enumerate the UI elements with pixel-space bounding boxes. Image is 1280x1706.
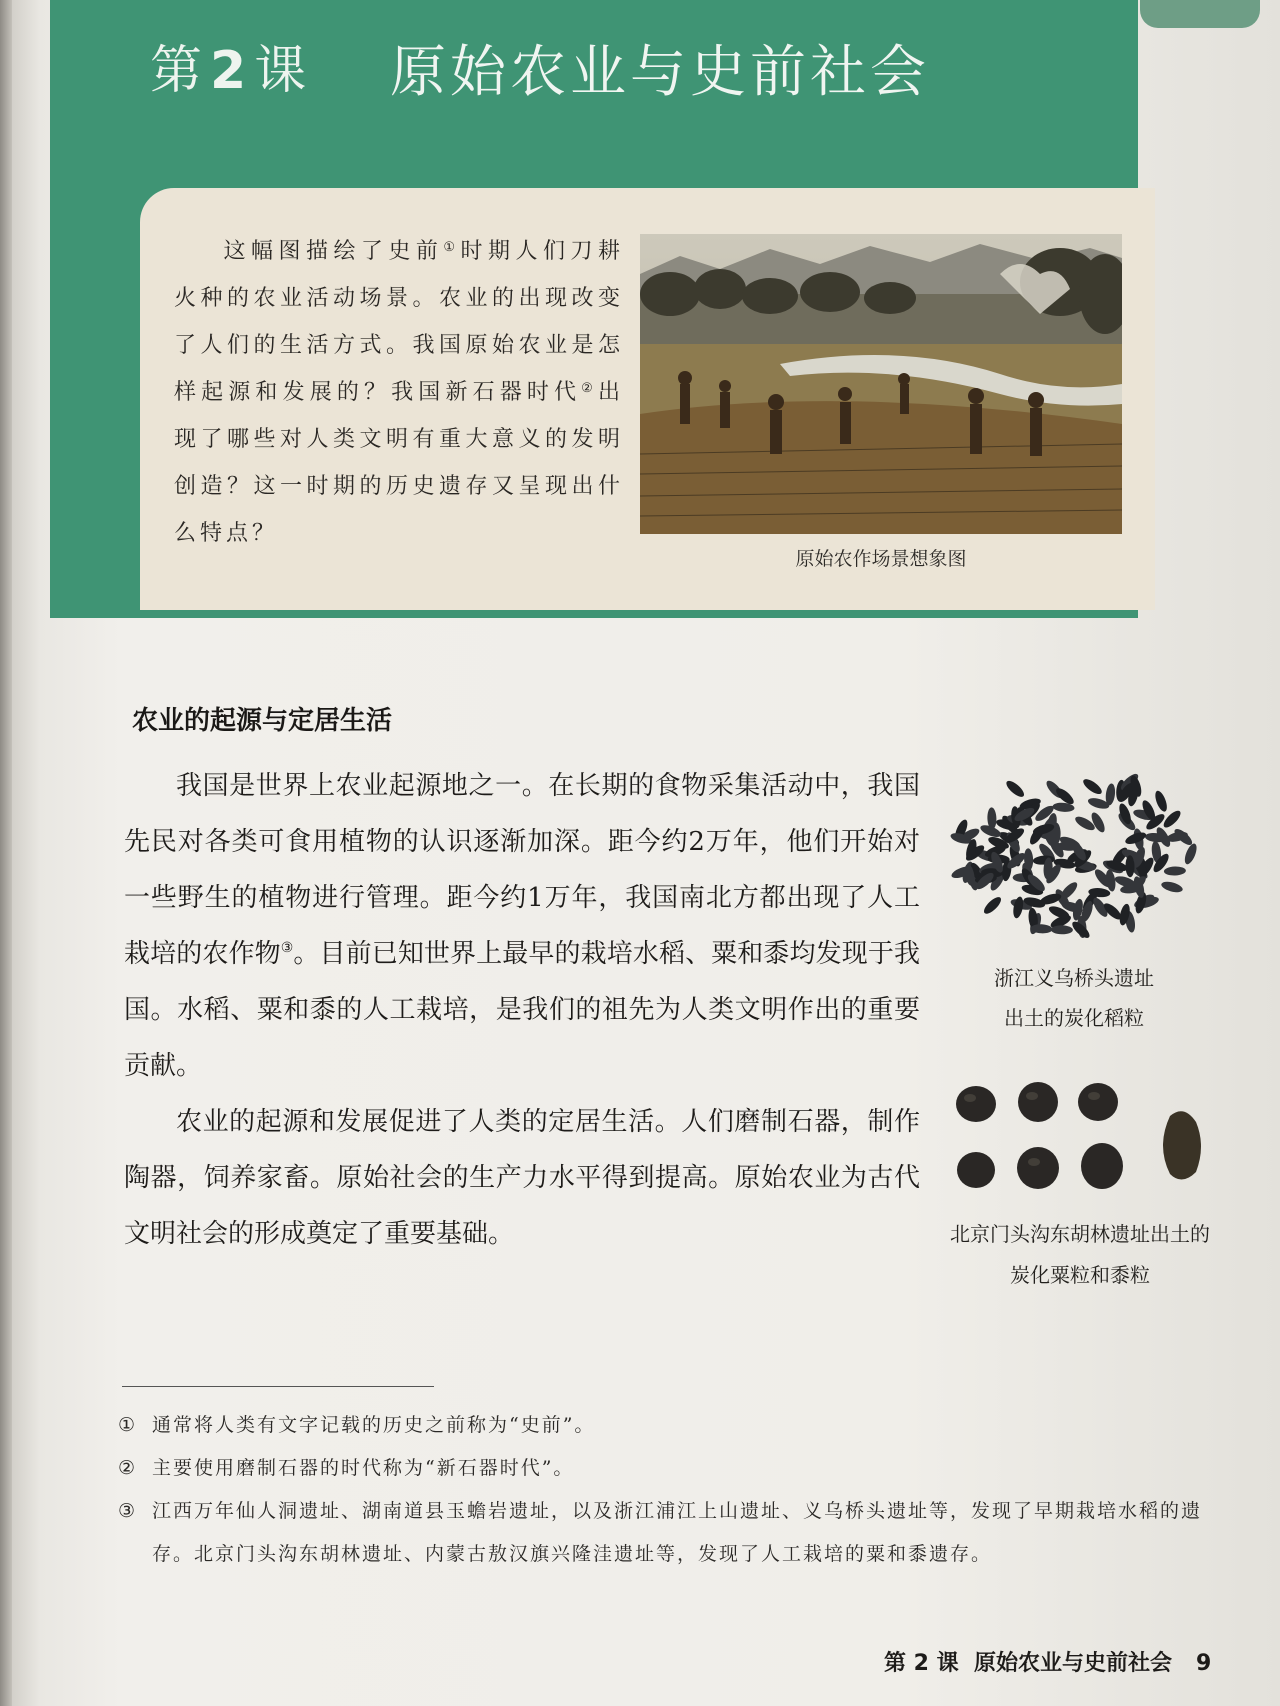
footer-title: 原始农业与史前社会: [973, 1651, 1172, 1676]
intro-text-1: 这幅图描绘了史前: [222, 239, 444, 264]
millet-caption-line-1: 北京门头沟东胡林遗址出土的: [950, 1222, 1210, 1246]
next-page-tab: [1140, 0, 1260, 28]
rice-caption: [944, 958, 1204, 1038]
footnote-ref-1: ①: [443, 240, 461, 255]
rice-grain: [1081, 776, 1104, 796]
rice-grain: [1160, 880, 1184, 894]
lesson-number: [150, 28, 314, 103]
footer-lesson: 第 2 课: [884, 1651, 959, 1676]
footnote-2-number: ②: [118, 1457, 138, 1479]
rice-caption-line-1: 浙江义乌桥头遗址: [994, 966, 1154, 990]
paragraph-2: 农业的起源和发展促进了人类的定居生活。人们磨制石器，制作陶器，饲养家畜。原始社会的生产力水平得到提高。原始农业为古代文明社会的形成奠定了重要基础。: [124, 1107, 920, 1249]
footnote-2: [118, 1447, 1238, 1490]
footnote-1-number: ①: [118, 1414, 138, 1436]
primitive-farming-illustration: [640, 234, 1122, 534]
lesson-label: 第: [150, 41, 211, 101]
millet-caption: [930, 1214, 1230, 1296]
rice-grain: [1004, 778, 1027, 799]
rice-grain: [981, 895, 1003, 917]
footnote-3-number: ③: [118, 1500, 138, 1522]
paragraph-1-a: 我国是世界上农业起源地之一。在长期的食物采集活动中，我国先民对各类可食用植物的认识逐渐加深。距今约2万年，他们开始对一些野生的植物进行管理。距今约1万年，我国南北方都出现了人工栽培的农作物: [124, 771, 920, 969]
carbonized-millet-grains-photo: [944, 1074, 1206, 1202]
footnote-divider: [122, 1386, 434, 1387]
footnote-ref-2: ②: [581, 381, 598, 396]
section-heading: 农业的起源与定居生活: [132, 706, 393, 736]
lesson-number-digit: 2: [210, 41, 255, 101]
page-footer: [884, 1646, 1211, 1677]
paragraph-1: [124, 758, 920, 1094]
footnote-3-text: 江西万年仙人洞遗址、湖南道县玉蟾岩遗址，以及浙江浦江上山遗址、义乌桥头遗址等，发现了早期栽培水稻的遗存。北京门头沟东胡林遗址、内蒙古敖汉旗兴隆洼遗址等，发现了人工栽培的粟和黍遗存。: [152, 1500, 1203, 1565]
rice-caption-line-2: 出土的炭化稻粒: [1004, 1006, 1144, 1030]
intro-text: [174, 228, 624, 557]
rice-grain: [1012, 896, 1025, 919]
rice-grain: [1182, 842, 1199, 866]
illustration-caption: 原始农作场景想象图: [795, 548, 967, 570]
footnote-1-text: 通常将人类有文字记载的历史之前称为“史前”。: [152, 1414, 596, 1436]
footnote-3: [118, 1490, 1238, 1576]
intro-text-2: 时期人们刀耕火种的农业活动场景。农业的出现改变了人们的生活方式。我国原始农业是怎样起源和发展的？我国新石器时代: [174, 239, 624, 405]
footnote-2-text: 主要使用磨制石器的时代称为“新石器时代”。: [152, 1457, 575, 1479]
intro-text-3: 出现了哪些对人类文明有重大意义的发明创造？这一时期的历史遗存又呈现出什么特点？: [174, 380, 624, 546]
paragraph-1-b: 。目前已知世界上最早的栽培水稻、粟和黍均发现于我国。水稻、粟和黍的人工栽培，是我们的祖先为人类文明作出的重要贡献。: [124, 939, 920, 1081]
footnotes: [118, 1404, 1238, 1576]
main-text: [124, 758, 920, 1262]
footnote-ref-3: ③: [280, 940, 294, 956]
rice-grain: [1153, 789, 1169, 813]
rice-grain: [1089, 811, 1107, 835]
rice-grain: [1164, 866, 1186, 876]
footnote-1: [118, 1404, 1238, 1447]
millet-caption-line-2: 炭化粟粒和黍粒: [1010, 1263, 1150, 1287]
carbonized-rice-grains-photo: [944, 760, 1204, 948]
page-number: 9: [1195, 1651, 1212, 1676]
lesson-unit: 课: [254, 41, 315, 101]
book-spine-edge: [0, 0, 12, 1706]
rice-grain: [1051, 925, 1073, 934]
lesson-title: 原始农业与史前社会: [390, 40, 930, 105]
